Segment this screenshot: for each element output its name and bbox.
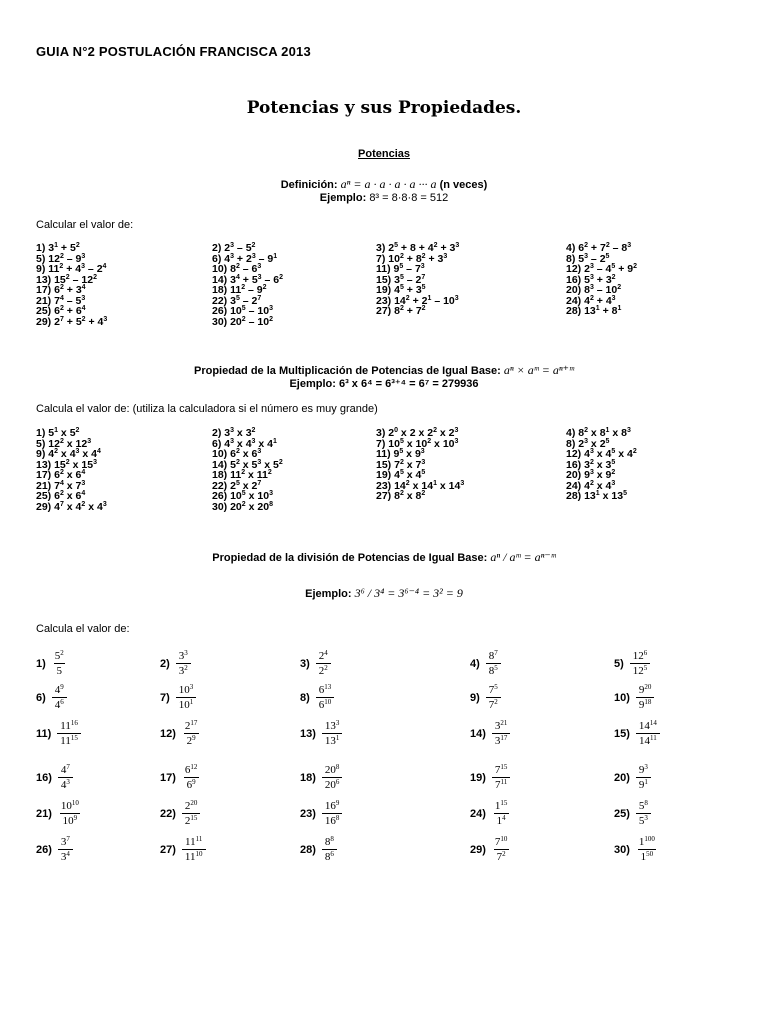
exercise-item: 7) $10^5$ x $10^2$ x $10^3$ bbox=[376, 437, 459, 450]
fraction-item bbox=[160, 720, 200, 747]
exercise-item: 20) $9^3$ x $9^2$ bbox=[566, 469, 616, 481]
exercise-item: 4) $8^2$ x $8^1$ x $8^3$ bbox=[566, 427, 631, 439]
exercise-item: 2) $3^3$ x $3^2$ bbox=[212, 427, 256, 439]
exercise-item: 24) $4^2 + 4^3$ bbox=[566, 294, 616, 307]
instruction-2: Calcula el valor de: (utiliza la calculadora si el número es muy grande) bbox=[36, 403, 378, 415]
fraction-numerator: $1^{15}$ bbox=[494, 799, 508, 812]
fraction-numerator: $12^6$ bbox=[632, 649, 648, 662]
fraction-number: 11) bbox=[36, 727, 52, 740]
fraction-denominator: $8^5$ bbox=[486, 663, 501, 677]
fraction-item bbox=[300, 764, 342, 791]
fraction-item bbox=[160, 764, 200, 791]
fraction-numerator: $7^{10}$ bbox=[494, 835, 508, 848]
exercise-item: 28) $13^1$ x $13^5$ bbox=[566, 490, 627, 502]
exercise-item: 19) $4^5$ x $4^5$ bbox=[376, 469, 426, 481]
fraction-item bbox=[160, 684, 196, 711]
fraction-number: 2) bbox=[160, 657, 170, 670]
fraction-item bbox=[300, 800, 342, 827]
fraction-denominator: $9^1$ bbox=[636, 777, 651, 791]
exercise-item: 13) $15^2 - 12^2$ bbox=[36, 273, 97, 286]
div-property-example bbox=[0, 586, 768, 601]
page-title: Potencias y sus Propiedades. bbox=[246, 98, 522, 118]
div-example-value: 3⁶ / 3⁴ = 3⁶⁻⁴ = 3² = 9 bbox=[354, 586, 463, 600]
fraction-number: 10) bbox=[614, 691, 630, 704]
fraction-item bbox=[470, 764, 510, 791]
div-example-label: Ejemplo: bbox=[305, 588, 352, 600]
fraction-numerator: $10^{10}$ bbox=[60, 799, 79, 812]
exercise-item: 24) $4^2$ x $4^3$ bbox=[566, 479, 616, 492]
exercise-item: 10) $6^2$ x $6^3$ bbox=[212, 448, 262, 460]
exercise-item: 13) $15^2$ x $15^3$ bbox=[36, 458, 97, 471]
fraction-number: 25) bbox=[614, 807, 630, 820]
fraction-number: 3) bbox=[300, 657, 310, 670]
exercise-item: 12) $4^3$ x $4^5$ x $4^2$ bbox=[566, 448, 637, 460]
fraction-number: 27) bbox=[160, 843, 176, 856]
fraction-numerator: $10^3$ bbox=[178, 683, 194, 696]
fraction-denominator: $20^6$ bbox=[322, 777, 343, 791]
fraction bbox=[182, 720, 201, 747]
fraction-number: 7) bbox=[160, 691, 170, 704]
fraction-numerator: $2^4$ bbox=[318, 649, 328, 662]
fraction-number: 1) bbox=[36, 657, 46, 670]
exercise-item: 9) $11^2 + 4^3 - 2^4$ bbox=[36, 263, 107, 275]
fraction-numerator: $14^{14}$ bbox=[638, 719, 657, 732]
fraction-numerator: $3^{21}$ bbox=[494, 719, 508, 732]
fraction bbox=[636, 764, 651, 791]
fraction-denominator: $7^{11}$ bbox=[492, 777, 510, 791]
fraction-item bbox=[614, 800, 651, 827]
fraction-number: 13) bbox=[300, 727, 316, 740]
document-header: GUIA N°2 POSTULACIÓN FRANCISCA 2013 bbox=[36, 44, 311, 59]
fraction bbox=[182, 764, 201, 791]
fraction-numerator: $13^3$ bbox=[324, 719, 340, 732]
exercise-item: 14) $3^4 + 5^3 - 6^2$ bbox=[212, 273, 283, 286]
fraction bbox=[322, 764, 343, 791]
fraction-numerator: $11^{11}$ bbox=[185, 835, 203, 848]
fraction bbox=[636, 684, 655, 711]
exercise-item: 25) $6^2 + 6^4$ bbox=[36, 305, 86, 317]
fraction-item bbox=[614, 764, 651, 791]
exercise-item: 23) $14^2 + 2^1 - 10^3$ bbox=[376, 294, 459, 307]
exercise-item: 6) $4^3 + 2^3 - 9^1$ bbox=[212, 252, 278, 265]
exercise-item: 21) $7^4$ x $7^3$ bbox=[36, 479, 86, 492]
definition-suffix: (n veces) bbox=[439, 179, 488, 191]
fraction-numerator: $8^7$ bbox=[488, 649, 498, 662]
div-property-label: Propiedad de la división de Potencias de Igual Base: bbox=[212, 552, 488, 564]
exercise-item: 29) $2^7 + 5^2 + 4^3$ bbox=[36, 315, 108, 328]
fraction-number: 21) bbox=[36, 807, 52, 820]
fraction bbox=[52, 650, 67, 677]
fraction-number: 17) bbox=[160, 771, 176, 784]
fraction-number: 15) bbox=[614, 727, 630, 740]
fraction bbox=[182, 800, 201, 827]
exercise-item: 10) $8^2 - 6^3$ bbox=[212, 263, 262, 275]
exercise-item: 18) $11^2$ x $11^2$ bbox=[212, 469, 272, 481]
exercise-item: 22) $3^5 - 2^7$ bbox=[212, 294, 262, 307]
exercise-item: 17) $6^2$ x $6^4$ bbox=[36, 469, 86, 481]
fraction-item bbox=[36, 684, 67, 711]
mult-example-value: 6³ x 6⁴ = 6³⁺⁴ = 6⁷ = 279936 bbox=[338, 378, 479, 390]
fraction-denominator: $3^{17}$ bbox=[492, 733, 511, 747]
exercise-item: 15) $7^2$ x $7^3$ bbox=[376, 458, 426, 471]
definition-label: Definición: bbox=[280, 179, 338, 191]
exercise-item: 26) $10^5$ x $10^3$ bbox=[212, 490, 273, 502]
definition-line bbox=[0, 177, 768, 192]
exercise-item: 25) $6^2$ x $6^4$ bbox=[36, 490, 86, 502]
fraction bbox=[636, 836, 658, 863]
fraction-number: 12) bbox=[160, 727, 176, 740]
exercise-item: 30) $20^2 - 10^2$ bbox=[212, 315, 273, 328]
fraction-item bbox=[160, 650, 191, 677]
fraction bbox=[57, 720, 81, 747]
fraction-number: 9) bbox=[470, 691, 480, 704]
exercise-item: 5) $12^2$ x $12^3$ bbox=[36, 437, 92, 450]
fraction-numerator: $1^{100}$ bbox=[638, 835, 655, 848]
fraction-numerator: $20^8$ bbox=[324, 763, 340, 776]
fraction bbox=[176, 684, 197, 711]
fraction-numerator: $3^7$ bbox=[60, 835, 70, 848]
fraction-denominator: $2^9$ bbox=[184, 733, 199, 747]
fraction-item bbox=[614, 684, 654, 711]
fraction-denominator: $12^5$ bbox=[630, 663, 651, 677]
fraction-numerator: $7^{15}$ bbox=[494, 763, 508, 776]
div-property-formula: aⁿ / aᵐ = aⁿ⁻ᵐ bbox=[490, 550, 556, 564]
fraction bbox=[58, 764, 73, 791]
fraction-number: 8) bbox=[300, 691, 310, 704]
fraction-numerator: $4^9$ bbox=[54, 683, 64, 696]
definition-example bbox=[0, 192, 768, 204]
fraction-number: 5) bbox=[614, 657, 624, 670]
fraction-item bbox=[614, 720, 660, 747]
fraction-numerator: $11^{16}$ bbox=[60, 719, 78, 732]
fraction bbox=[316, 650, 331, 677]
fraction bbox=[322, 800, 343, 827]
fraction-item bbox=[470, 684, 501, 711]
exercise-item: 30) $20^2$ x $20^8$ bbox=[212, 500, 273, 513]
mult-property-label: Propiedad de la Multiplicación de Potencias de Igual Base: bbox=[193, 365, 501, 377]
exercise-item: 27) $8^2$ x $8^2$ bbox=[376, 490, 426, 502]
fraction-number: 28) bbox=[300, 843, 316, 856]
fraction-item bbox=[614, 650, 650, 677]
exercise-item: 8) $5^3 - 2^5$ bbox=[566, 252, 610, 265]
fraction bbox=[58, 800, 82, 827]
fraction bbox=[322, 836, 337, 863]
fraction bbox=[492, 836, 511, 863]
fraction-denominator: $10^9$ bbox=[60, 813, 81, 827]
fraction-number: 18) bbox=[300, 771, 316, 784]
section-heading: Potencias bbox=[358, 148, 410, 160]
fraction-denominator: $7^2$ bbox=[494, 849, 509, 863]
fraction bbox=[176, 650, 191, 677]
fraction-item bbox=[470, 650, 501, 677]
fraction-number: 20) bbox=[614, 771, 630, 784]
mult-example-label: Ejemplo: bbox=[289, 378, 336, 390]
exercise-item: 16) $3^2$ x $3^5$ bbox=[566, 458, 616, 471]
exercise-item: 11) $9^5 - 7^3$ bbox=[376, 263, 425, 275]
fraction-number: 6) bbox=[36, 691, 46, 704]
exercise-item: 2) $2^3 - 5^2$ bbox=[212, 242, 256, 254]
fraction bbox=[492, 764, 511, 791]
fraction-item bbox=[36, 764, 73, 791]
fraction-numerator: $7^5$ bbox=[488, 683, 498, 696]
exercise-item: 21) $7^4 - 5^3$ bbox=[36, 294, 86, 307]
instruction-1: Calcular el valor de: bbox=[36, 219, 134, 231]
fraction-numerator: $9^3$ bbox=[638, 763, 648, 776]
fraction-item bbox=[470, 800, 510, 827]
div-property-line bbox=[0, 550, 768, 565]
fraction-denominator: $11^{10}$ bbox=[182, 849, 206, 863]
fraction-numerator: $5^2$ bbox=[54, 649, 64, 662]
fraction bbox=[486, 650, 501, 677]
exercise-item: 8) $2^3$ x $2^5$ bbox=[566, 437, 610, 450]
fraction-item bbox=[470, 720, 510, 747]
example-label: Ejemplo: bbox=[319, 192, 367, 204]
fraction-numerator: $8^8$ bbox=[324, 835, 334, 848]
fraction-numerator: $3^3$ bbox=[178, 649, 188, 662]
fraction bbox=[636, 800, 651, 827]
fraction-number: 22) bbox=[160, 807, 176, 820]
fraction bbox=[492, 800, 511, 827]
fraction-item bbox=[300, 650, 331, 677]
fraction-denominator: $2^{15}$ bbox=[182, 813, 201, 827]
fraction-number: 26) bbox=[36, 843, 52, 856]
fraction-numerator: $2^{17}$ bbox=[184, 719, 198, 732]
fraction bbox=[182, 836, 206, 863]
exercise-item: 3) $2^0$ x 2 x $2^2$ x $2^3$ bbox=[376, 427, 459, 439]
fraction-item bbox=[36, 836, 73, 863]
exercise-item: 5) $12^2 - 9^3$ bbox=[36, 252, 86, 265]
exercise-item: 27) $8^2 + 7^2$ bbox=[376, 305, 426, 317]
fraction bbox=[492, 720, 511, 747]
mult-property-formula: aⁿ × aᵐ = aⁿ⁺ᵐ bbox=[503, 363, 575, 377]
fraction-numerator: $2^{20}$ bbox=[184, 799, 198, 812]
fraction-numerator: $9^{20}$ bbox=[638, 683, 652, 696]
fraction-denominator: $6^{10}$ bbox=[316, 697, 335, 711]
exercise-item: 29) $4^7$ x $4^2$ x $4^3$ bbox=[36, 500, 107, 513]
exercise-item: 6) $4^3$ x $4^3$ x $4^1$ bbox=[212, 437, 277, 450]
fraction bbox=[486, 684, 501, 711]
fraction-denominator: $3^2$ bbox=[176, 663, 191, 677]
fraction bbox=[58, 836, 73, 863]
fraction-item bbox=[36, 650, 67, 677]
fraction-item bbox=[300, 836, 337, 863]
fraction-denominator: $8^6$ bbox=[322, 849, 337, 863]
exercise-item: 3) $2^5 + 8 + 4^2 + 3^3$ bbox=[376, 242, 460, 254]
fraction-item bbox=[160, 800, 200, 827]
exercise-item: 23) $14^2$ x $14^1$ x $14^3$ bbox=[376, 479, 465, 492]
fraction-denominator: $11^{15}$ bbox=[57, 733, 81, 747]
exercise-item: 26) $10^5 - 10^3$ bbox=[212, 305, 273, 317]
exercise-item: 17) $6^2 + 3^4$ bbox=[36, 284, 86, 296]
fraction-denominator: $7^2$ bbox=[486, 697, 501, 711]
exercise-item: 12) $2^3 - 4^5 + 9^2$ bbox=[566, 263, 637, 275]
fraction-numerator: $6^{13}$ bbox=[318, 683, 332, 696]
fraction-number: 23) bbox=[300, 807, 316, 820]
fraction-denominator: $4^3$ bbox=[58, 777, 73, 791]
fraction-denominator: $3^4$ bbox=[58, 849, 73, 863]
instruction-3: Calcula el valor de: bbox=[36, 623, 130, 635]
fraction-number: 14) bbox=[470, 727, 486, 740]
fraction-denominator: $1^4$ bbox=[494, 813, 509, 827]
fraction-denominator: $16^8$ bbox=[322, 813, 343, 827]
exercise-item: 14) $5^2$ x $5^3$ x $5^2$ bbox=[212, 458, 283, 471]
fraction-number: 4) bbox=[470, 657, 480, 670]
exercise-item: 4) $6^2 + 7^2 - 8^3$ bbox=[566, 242, 632, 254]
fraction-item bbox=[160, 836, 206, 863]
fraction-number: 24) bbox=[470, 807, 486, 820]
fraction-denominator: $5^3$ bbox=[636, 813, 651, 827]
fraction-numerator: $6^{12}$ bbox=[184, 763, 198, 776]
exercise-item: 1) $5^1$ x $5^2$ bbox=[36, 427, 80, 439]
fraction-denominator: $9^{18}$ bbox=[636, 697, 655, 711]
mult-property-example bbox=[0, 377, 768, 390]
definition-formula: aⁿ = a · a · a · a ··· a bbox=[340, 177, 437, 191]
fraction-number: 19) bbox=[470, 771, 486, 784]
fraction-denominator: $13^1$ bbox=[322, 733, 343, 747]
fraction-number: 29) bbox=[470, 843, 486, 856]
fraction-denominator: 5 bbox=[54, 663, 66, 677]
fraction-item bbox=[300, 684, 334, 711]
fraction-item bbox=[300, 720, 342, 747]
fraction-item bbox=[470, 836, 510, 863]
exercise-item: 1) $3^1 + 5^2$ bbox=[36, 242, 80, 254]
exercise-item: 16) $5^3 + 3^2$ bbox=[566, 273, 616, 286]
fraction-item bbox=[36, 720, 81, 747]
fraction bbox=[52, 684, 67, 711]
fraction-denominator: $6^9$ bbox=[184, 777, 199, 791]
exercise-item: 19) $4^5 + 3^5$ bbox=[376, 284, 426, 296]
exercise-item: 7) $10^2 + 8^2 + 3^3$ bbox=[376, 252, 448, 265]
fraction bbox=[636, 720, 660, 747]
fraction-denominator: $14^{11}$ bbox=[636, 733, 660, 747]
fraction-item bbox=[36, 800, 82, 827]
fraction-number: 30) bbox=[614, 843, 630, 856]
exercise-item: 28) $13^1 + 8^1$ bbox=[566, 305, 622, 317]
fraction-numerator: $4^7$ bbox=[60, 763, 70, 776]
fraction-number: 16) bbox=[36, 771, 52, 784]
fraction-numerator: $5^8$ bbox=[638, 799, 648, 812]
example-value: 8³ = 8·8·8 = 512 bbox=[369, 192, 449, 204]
fraction-item bbox=[614, 836, 658, 863]
fraction bbox=[322, 720, 343, 747]
fraction bbox=[316, 684, 335, 711]
fraction-denominator: $1^{50}$ bbox=[638, 849, 657, 863]
fraction-numerator: $16^9$ bbox=[324, 799, 340, 812]
mult-property-line bbox=[0, 363, 768, 378]
fraction-denominator: $4^6$ bbox=[52, 697, 67, 711]
exercise-item: 9) $4^2$ x $4^3$ x $4^4$ bbox=[36, 448, 101, 460]
exercise-item: 15) $3^5 - 2^7$ bbox=[376, 273, 426, 286]
fraction bbox=[630, 650, 651, 677]
exercise-item: 22) $2^5$ x $2^7$ bbox=[212, 479, 262, 492]
exercise-item: 11) $9^5$ x $9^3$ bbox=[376, 448, 425, 460]
exercise-item: 18) $11^2 - 9^2$ bbox=[212, 284, 267, 296]
exercise-item: 20) $8^3 - 10^2$ bbox=[566, 284, 622, 296]
fraction-denominator: $2^2$ bbox=[316, 663, 331, 677]
fraction-denominator: $10^1$ bbox=[176, 697, 197, 711]
